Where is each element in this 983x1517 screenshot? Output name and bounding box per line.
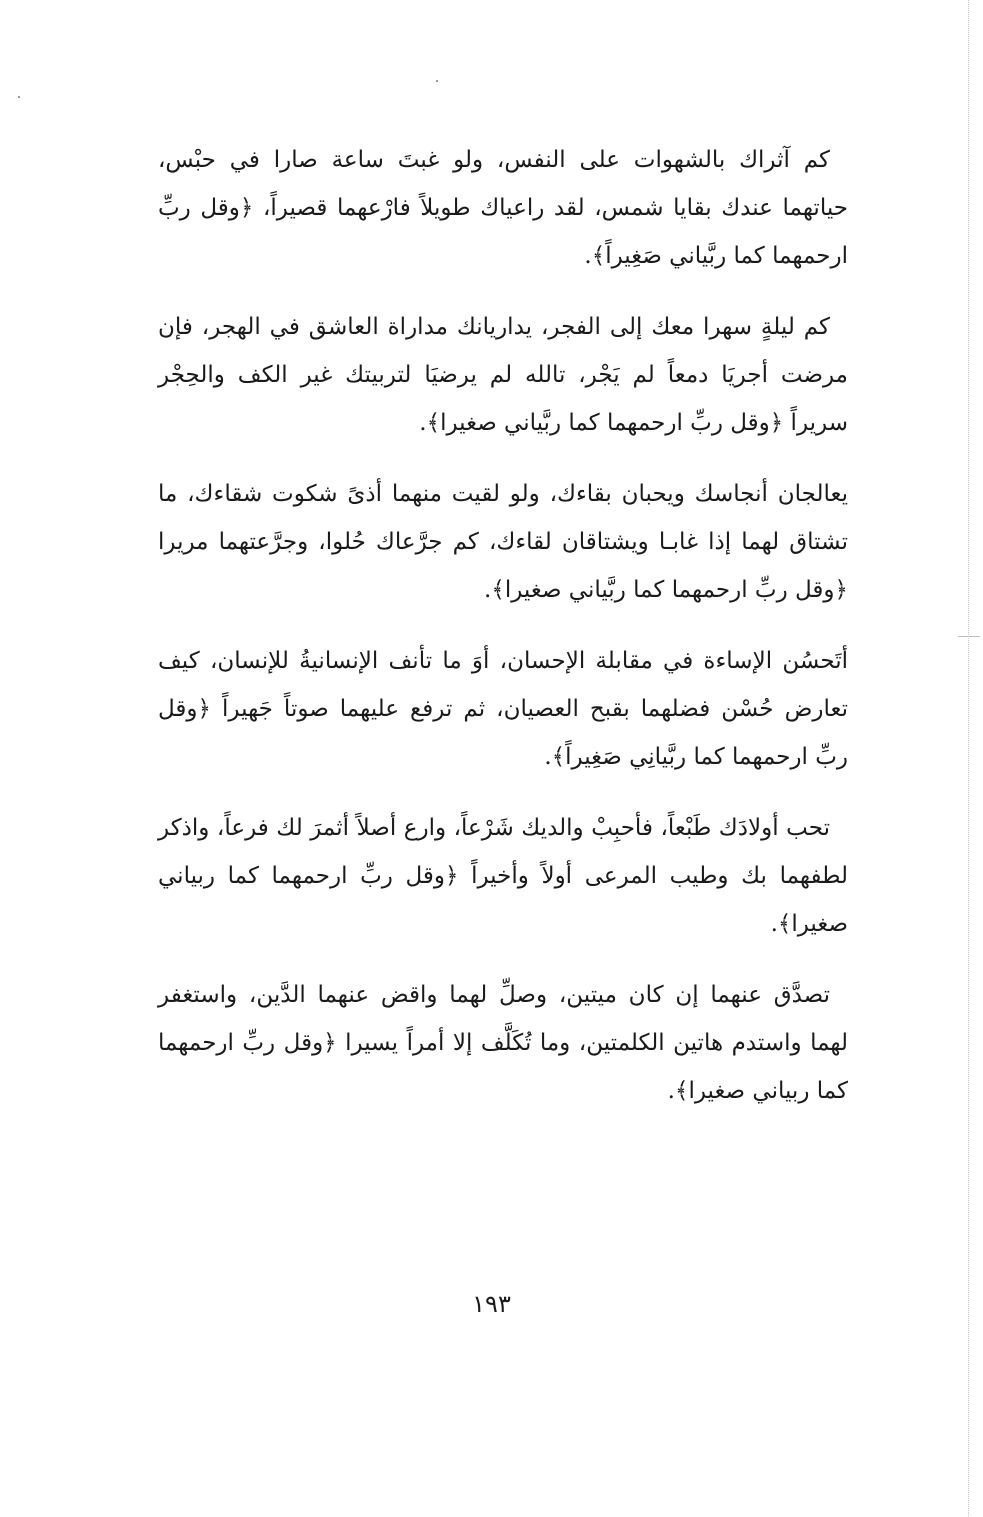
page-edge-tick (958, 636, 980, 637)
paragraph-2: كم ليلةٍ سهرا معك إلى الفجر، يداريانك مداراة العاشق في الهجر، فإن مرضت أجريَا دمعاً لم يَجْر، تالله لم يرضيَا لتربيتك غير الكف والحِجْر سريراً ﴿وقل ربِّ ارحمهما كما ربَّياني صغيرا﴾. (158, 314, 848, 436)
scan-speck (18, 96, 20, 98)
paragraph-5: تحب أولادَك طَبْعاً، فأحبِبْ والديك شَرْعاً، وارع أصلاً أثمرَ لك فرعاً، واذكر لطفهما بك وطيب المرعى أولاً وأخيراً ﴿وقل ربِّ ارحمهما كما ربياني صغيرا﴾. (158, 815, 848, 937)
page-number: ١٩٣ (472, 1290, 511, 1318)
paragraph-6: تصدَّق عنهما إن كان ميتين، وصلِّ لهما واقض عنهما الدَّين، واستغفر لهما واستدم هاتين الكلمتين، وما تُكَلَّف إلا أمراً يسيرا ﴿وقل ربِّ ارحمهما كما ربياني صغيرا﴾. (158, 982, 848, 1104)
body-text (158, 136, 848, 1138)
paragraph-1: كم آثراك بالشهوات على النفس، ولو غبتَ ساعة صارا في حبْس، حياتهما عندك بقايا شمس، لقد راعياك طويلاً فارْعهما قصيراً، ﴿وقل ربِّ ارحمهما كما ربَّياني صَغِيراً﴾. (158, 147, 848, 269)
paragraph-4: أتَحسُن الإساءة في مقابلة الإحسان، أوَ ما تأنف الإنسانيةُ للإنسان، كيف تعارض حُسْن فضلهما بقبح العصيان، ثم ترفع عليهما صوتاً جَهيراً ﴿وقل ربِّ ارحمهما كما ربَّيانِي صَغِيراً﴾. (158, 648, 848, 770)
paragraph-3: يعالجان أنجاسك ويحبان بقاءك، ولو لقيت منهما أذىً شكوت شقاءك، ما تشتاق لهما إذا غابـا ويشتاقان لقاءك، كم جرَّعاك حُلوا، وجرَّعتهما مريرا ﴿وقل ربِّ ارحمهما كما ربَّياني صغيرا﴾. (158, 481, 848, 603)
scan-speck (436, 80, 438, 82)
